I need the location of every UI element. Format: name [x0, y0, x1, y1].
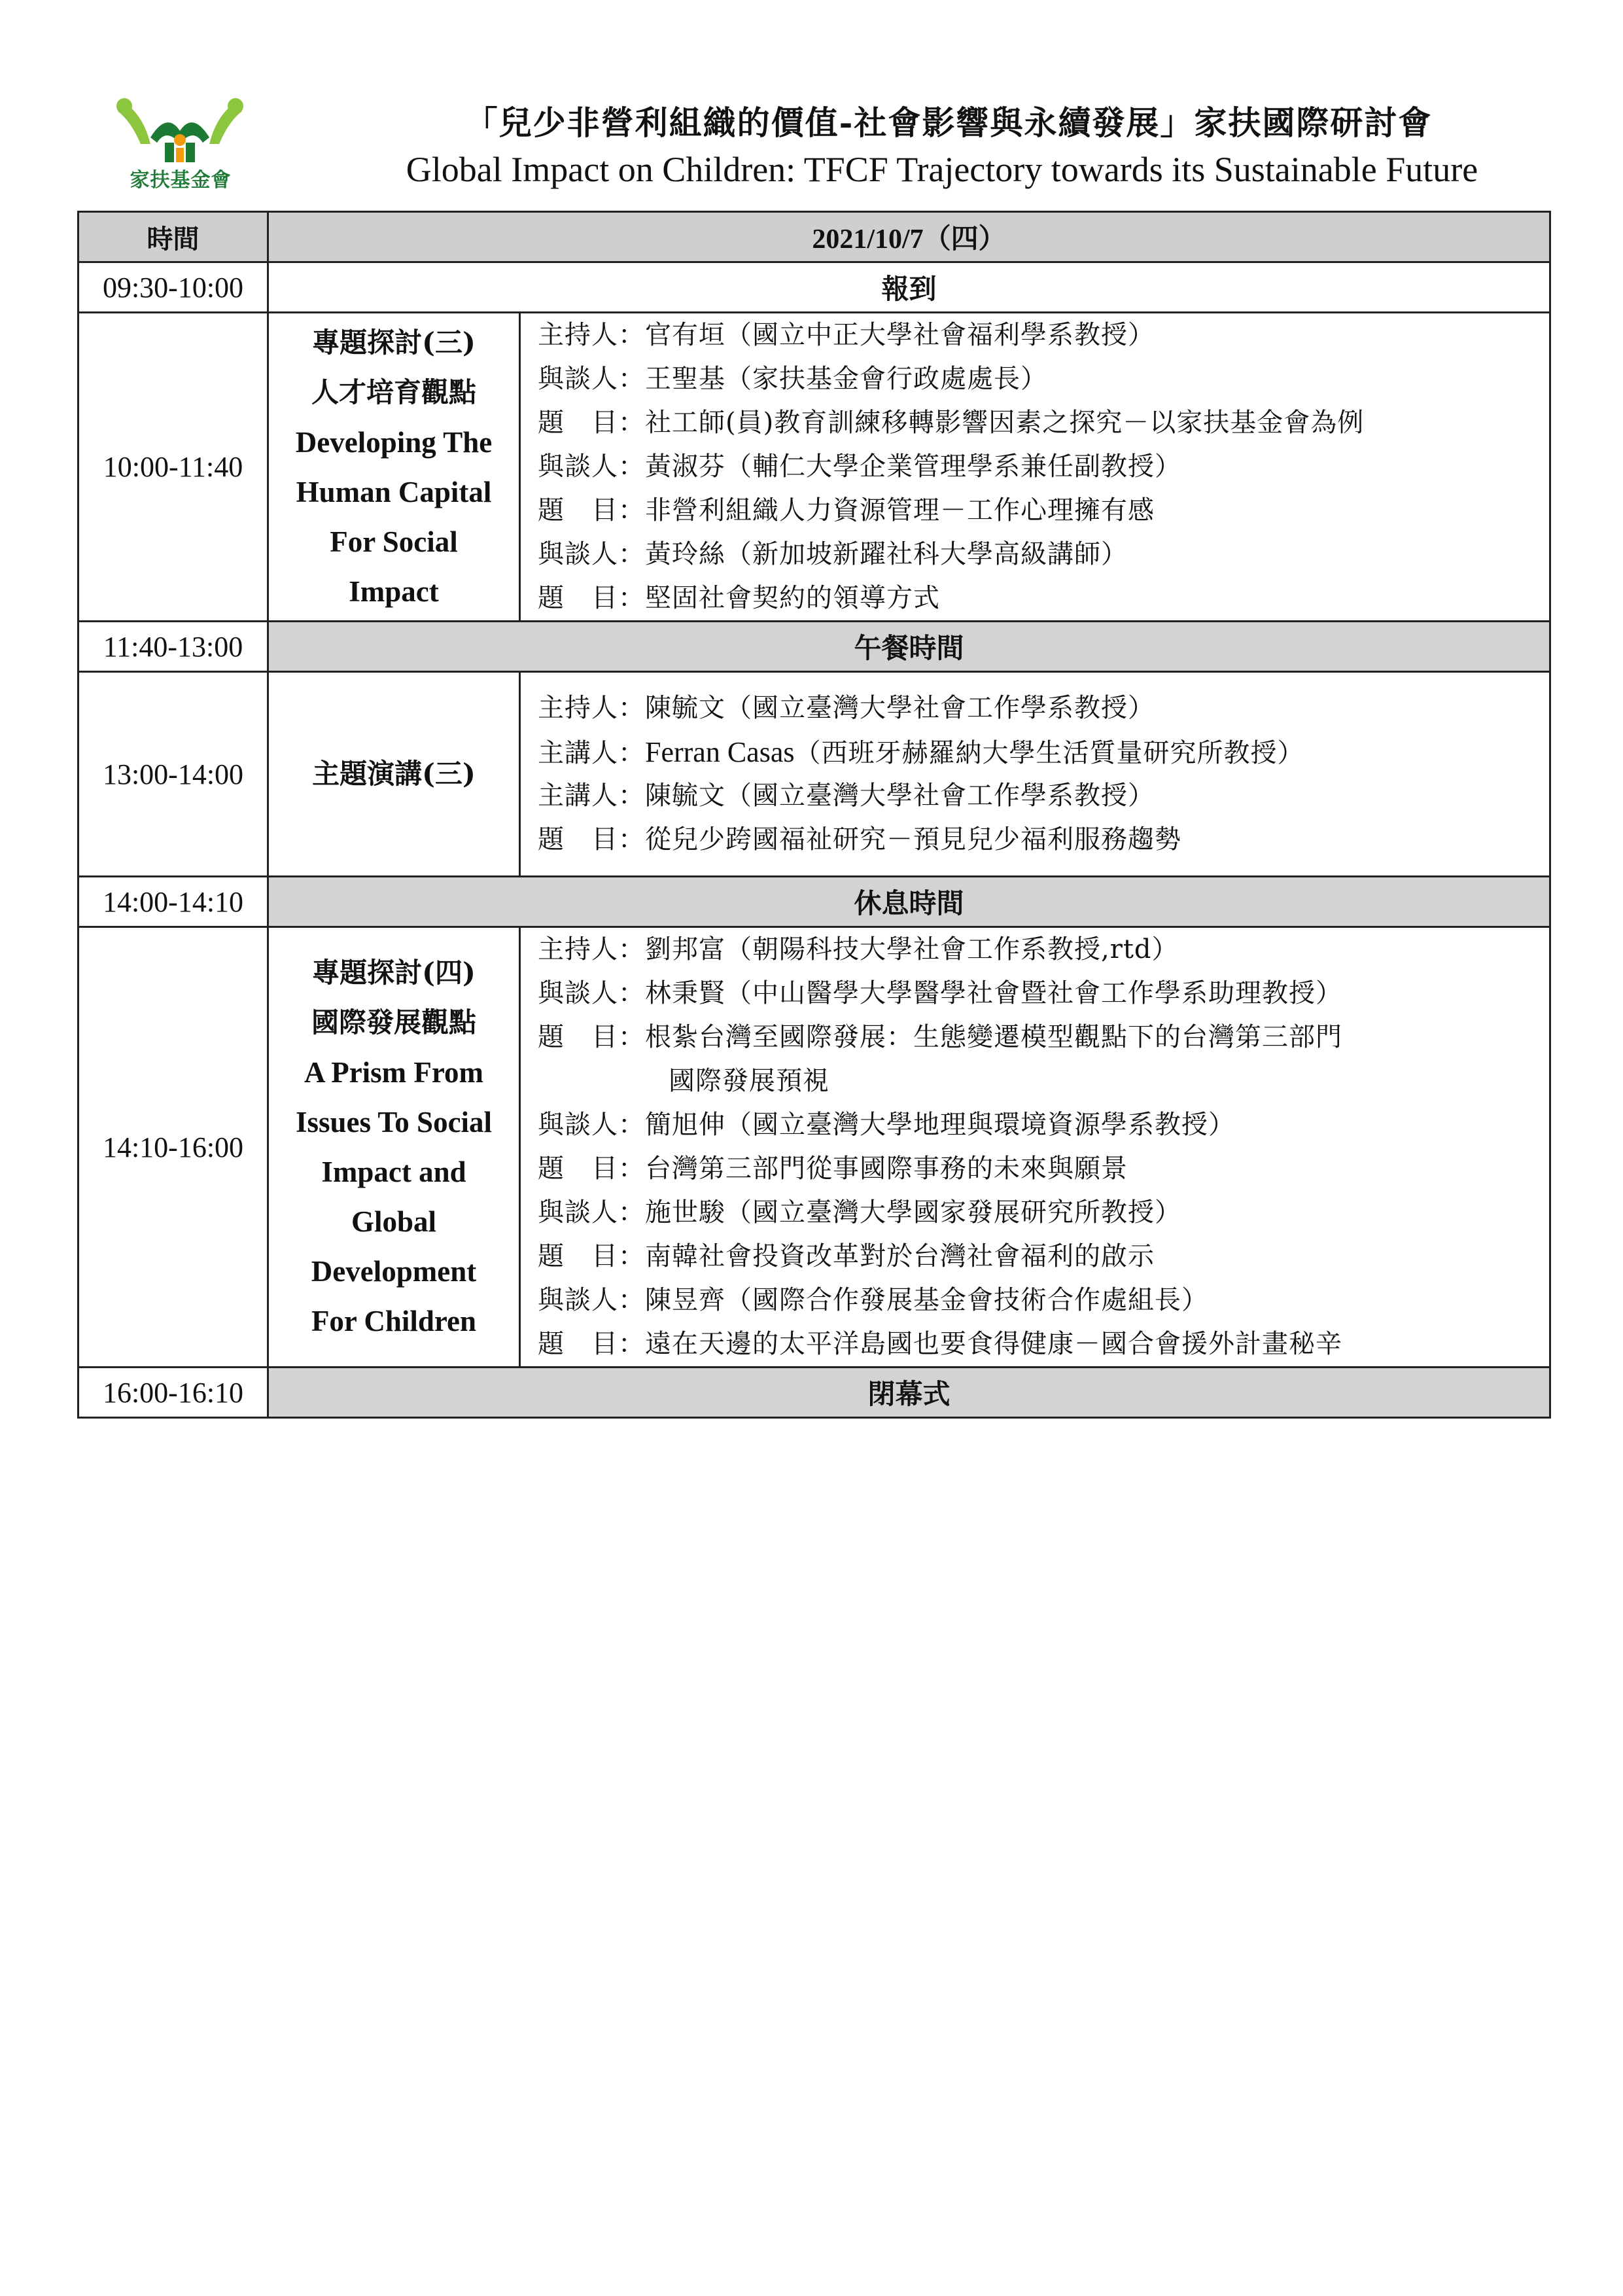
- time-cell: 14:10-16:00: [79, 927, 268, 1368]
- lunch-cell: 午餐時間: [268, 622, 1550, 672]
- title-english: Global Impact on Children: TFCF Trajectory towards its Sustainable Future: [406, 150, 1478, 189]
- header-row: [79, 212, 1550, 262]
- detail-line: 主持人：官有垣（國立中正大學社會福利學系教授）: [538, 320, 1155, 350]
- detail-line: [538, 730, 1549, 774]
- session-subtitle: 人才培育觀點: [311, 376, 476, 408]
- session-title: 專題探討(三): [312, 326, 476, 359]
- detail-line: 與談人：黃淑芬（輔仁大學企業管理學系兼任副教授）: [538, 451, 1181, 482]
- detail-line-continued: 國際發展預視: [669, 1066, 829, 1096]
- detail-line: 題 目：從兒少跨國福祉研究－預見兒少福利服務趨勢: [538, 824, 1181, 855]
- detail-line: 與談人：陳昱齊（國際合作發展基金會技術合作處組長）: [538, 1285, 1208, 1315]
- logo-text: 家扶基金會: [130, 169, 232, 192]
- detail-line: 題 目：根紮台灣至國際發展：生態變遷模型觀點下的台灣第三部門: [538, 1022, 1342, 1052]
- time-cell: 11:40-13:00: [79, 622, 268, 672]
- header-date: 2021/10/7（四）: [268, 212, 1550, 262]
- time-cell: 10:00-11:40: [79, 313, 268, 622]
- session-cell: [268, 313, 520, 622]
- session-cell: [268, 672, 520, 877]
- detail-line: 主持人：陳毓文（國立臺灣大學社會工作學系教授）: [538, 693, 1155, 723]
- session-en-line: Developing The: [295, 425, 493, 459]
- speaker-affiliation: （西班牙赫羅納大學生活質量研究所教授）: [794, 738, 1304, 768]
- detail-line: 題 目：南韓社會投資改革對於台灣社會福利的啟示: [538, 1241, 1155, 1271]
- detail-line: 與談人：施世駿（國立臺灣大學國家發展研究所教授）: [538, 1197, 1181, 1227]
- detail-line: 題 目：社工師(員)教育訓練移轉影響因素之探究－以家扶基金會為例: [538, 408, 1365, 438]
- session-en-line: A Prism From: [304, 1056, 484, 1089]
- session-en-line: Impact and: [321, 1156, 466, 1188]
- session-en-line: Development: [311, 1255, 477, 1288]
- schedule-table: [77, 211, 1551, 1419]
- session-title: 專題探討(四): [312, 957, 476, 989]
- speaker-name: Ferran Casas: [645, 736, 795, 768]
- detail-line: 主講人：陳毓文（國立臺灣大學社會工作學系教授）: [538, 781, 1155, 811]
- table-row: [79, 877, 1550, 927]
- time-cell: 16:00-16:10: [79, 1368, 268, 1418]
- table-row: [79, 262, 1550, 313]
- session-en-line: Issues To Social: [295, 1106, 493, 1139]
- session-en-line: For Children: [311, 1305, 477, 1337]
- session-en-line: Impact: [349, 574, 439, 608]
- session-title: 主題演講(三): [312, 758, 476, 790]
- title-chinese: 「兒少非營利組織的價值-社會影響與永續發展」家扶國際研討會: [464, 103, 1433, 142]
- session-subtitle: 國際發展觀點: [311, 1006, 476, 1038]
- closing-cell: 閉幕式: [268, 1368, 1550, 1418]
- detail-line: 與談人：簡旭伸（國立臺灣大學地理與環境資源學系教授）: [538, 1110, 1235, 1140]
- session-cell: [268, 927, 520, 1368]
- detail-label: 主講人：: [538, 738, 645, 768]
- detail-line: 題 目：堅固社會契約的領導方式: [538, 583, 940, 613]
- table-row: [79, 313, 1550, 622]
- details-cell: [520, 672, 1550, 877]
- session-en-line: Global: [351, 1205, 437, 1238]
- table-row: [79, 672, 1550, 877]
- detail-line: 題 目：遠在天邊的太平洋島國也要食得健康－國合會援外計畫秘辛: [538, 1329, 1342, 1359]
- time-cell: 14:00-14:10: [79, 877, 268, 927]
- details-cell: [520, 313, 1550, 622]
- detail-line: 與談人：黃玲絲（新加坡新躍社科大學高級講師）: [538, 539, 1128, 569]
- table-row: [79, 1368, 1550, 1418]
- detail-line: 題 目：台灣第三部門從事國際事務的未來與願景: [538, 1154, 1128, 1184]
- header-time: 時間: [79, 212, 268, 262]
- session-en-line: Human Capital: [296, 475, 492, 508]
- table-row: [79, 622, 1550, 672]
- detail-line: 與談人：王聖基（家扶基金會行政處處長）: [538, 364, 1047, 394]
- detail-line: 題 目：非營利組織人力資源管理－工作心理擁有感: [538, 495, 1155, 525]
- session-en-line: For Social: [330, 525, 458, 558]
- time-cell: 13:00-14:00: [79, 672, 268, 877]
- break-cell: 休息時間: [268, 877, 1550, 927]
- time-cell: 09:30-10:00: [79, 262, 268, 313]
- detail-line: 主持人：劉邦富（朝陽科技大學社會工作系教授,rtd）: [538, 934, 1179, 964]
- detail-line: 與談人：林秉賢（中山醫學大學醫學社會暨社會工作學系助理教授）: [538, 978, 1342, 1008]
- details-cell: [520, 927, 1550, 1368]
- table-row: [79, 927, 1550, 1368]
- registration-cell: 報到: [268, 262, 1550, 313]
